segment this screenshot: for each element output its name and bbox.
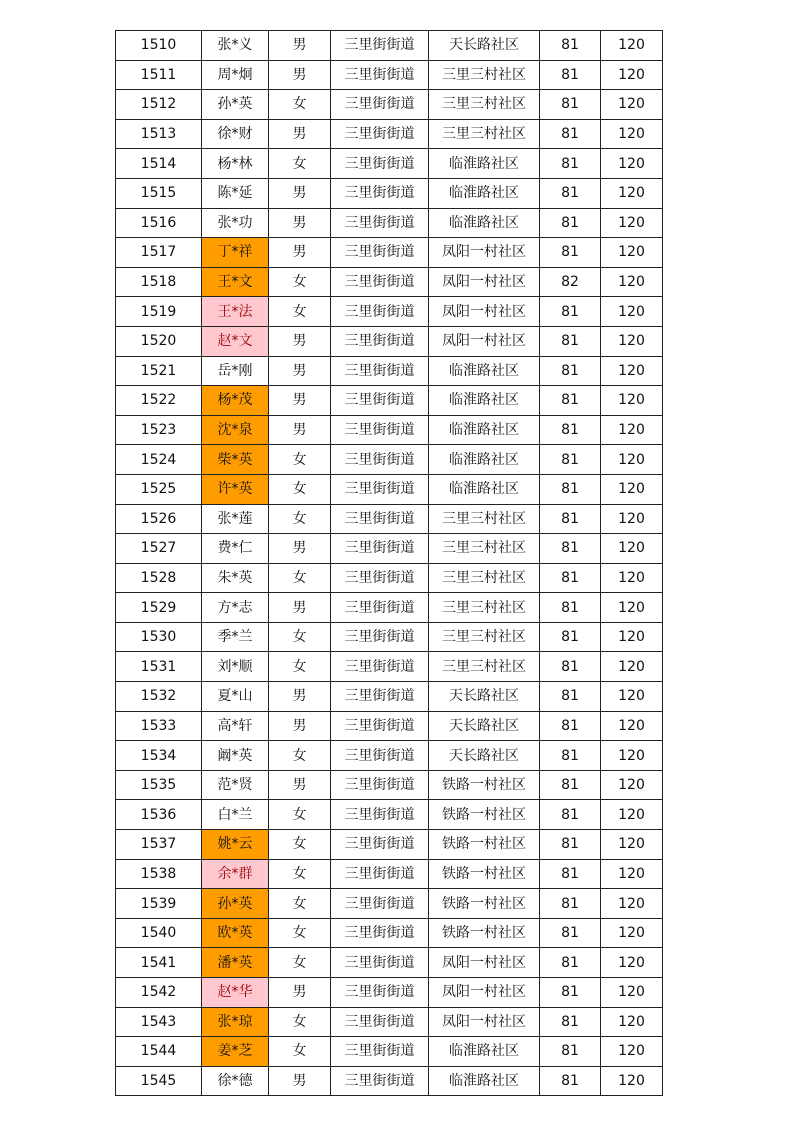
street-cell: 三里街街道 [331,593,429,623]
row-number-cell: 1513 [116,119,202,149]
street-cell: 三里街街道 [331,652,429,682]
row-number-cell: 1527 [116,534,202,564]
name-cell: 徐*财 [202,119,269,149]
community-cell: 三里三村社区 [429,119,540,149]
table-row [116,208,663,238]
community-cell: 凤阳一村社区 [429,267,540,297]
community-cell: 凤阳一村社区 [429,978,540,1008]
community-cell: 铁路一村社区 [429,859,540,889]
name-cell: 杨*茂 [202,386,269,416]
amount-cell: 120 [601,711,663,741]
age-cell: 81 [540,741,601,771]
amount-cell: 120 [601,386,663,416]
sex-cell: 女 [269,267,331,297]
table-row [116,178,663,208]
table-row [116,1066,663,1096]
row-number-cell: 1543 [116,1007,202,1037]
name-cell: 张*功 [202,208,269,238]
sex-cell: 女 [269,504,331,534]
amount-cell: 120 [601,593,663,623]
sex-cell: 男 [269,534,331,564]
community-cell: 临淮路社区 [429,356,540,386]
row-number-cell: 1518 [116,267,202,297]
street-cell: 三里街街道 [331,978,429,1008]
name-cell: 张*莲 [202,504,269,534]
street-cell: 三里街街道 [331,90,429,120]
row-number-cell: 1528 [116,563,202,593]
age-cell: 81 [540,978,601,1008]
name-cell: 方*志 [202,593,269,623]
row-number-cell: 1520 [116,326,202,356]
age-cell: 81 [540,297,601,327]
table-row [116,60,663,90]
sex-cell: 男 [269,208,331,238]
street-cell: 三里街街道 [331,622,429,652]
amount-cell: 120 [601,178,663,208]
row-number-cell: 1532 [116,682,202,712]
sex-cell: 女 [269,149,331,179]
amount-cell: 120 [601,1066,663,1096]
table-row [116,741,663,771]
table-row [116,1007,663,1037]
street-cell: 三里街街道 [331,238,429,268]
table-row [116,682,663,712]
table-row [116,534,663,564]
amount-cell: 120 [601,326,663,356]
community-cell: 临淮路社区 [429,474,540,504]
age-cell: 81 [540,711,601,741]
age-cell: 81 [540,326,601,356]
community-cell: 凤阳一村社区 [429,238,540,268]
sex-cell: 女 [269,652,331,682]
table-row [116,90,663,120]
community-cell: 三里三村社区 [429,652,540,682]
street-cell: 三里街街道 [331,770,429,800]
sex-cell: 女 [269,918,331,948]
sex-cell: 女 [269,741,331,771]
street-cell: 三里街街道 [331,445,429,475]
street-cell: 三里街街道 [331,534,429,564]
community-cell: 铁路一村社区 [429,889,540,919]
community-cell: 临淮路社区 [429,415,540,445]
community-cell: 三里三村社区 [429,593,540,623]
age-cell: 81 [540,593,601,623]
table-row [116,238,663,268]
sex-cell: 女 [269,563,331,593]
amount-cell: 120 [601,859,663,889]
row-number-cell: 1522 [116,386,202,416]
row-number-cell: 1516 [116,208,202,238]
street-cell: 三里街街道 [331,1037,429,1067]
age-cell: 81 [540,830,601,860]
sex-cell: 女 [269,445,331,475]
street-cell: 三里街街道 [331,948,429,978]
age-cell: 81 [540,356,601,386]
amount-cell: 120 [601,563,663,593]
community-cell: 临淮路社区 [429,208,540,238]
amount-cell: 120 [601,60,663,90]
amount-cell: 120 [601,1037,663,1067]
amount-cell: 120 [601,474,663,504]
table-body [116,31,663,1096]
community-cell: 三里三村社区 [429,534,540,564]
row-number-cell: 1512 [116,90,202,120]
street-cell: 三里街街道 [331,326,429,356]
name-cell: 阚*英 [202,741,269,771]
amount-cell: 120 [601,504,663,534]
name-cell: 柴*英 [202,445,269,475]
street-cell: 三里街街道 [331,1007,429,1037]
street-cell: 三里街街道 [331,178,429,208]
age-cell: 81 [540,889,601,919]
street-cell: 三里街街道 [331,297,429,327]
amount-cell: 120 [601,830,663,860]
row-number-cell: 1515 [116,178,202,208]
age-cell: 81 [540,178,601,208]
sex-cell: 女 [269,90,331,120]
community-cell: 三里三村社区 [429,563,540,593]
community-cell: 凤阳一村社区 [429,326,540,356]
age-cell: 81 [540,415,601,445]
sex-cell: 男 [269,770,331,800]
sex-cell: 男 [269,682,331,712]
name-cell: 陈*延 [202,178,269,208]
sex-cell: 男 [269,31,331,61]
community-cell: 临淮路社区 [429,445,540,475]
table-row [116,770,663,800]
street-cell: 三里街街道 [331,682,429,712]
street-cell: 三里街街道 [331,208,429,238]
amount-cell: 120 [601,889,663,919]
sex-cell: 女 [269,622,331,652]
age-cell: 81 [540,208,601,238]
age-cell: 81 [540,238,601,268]
amount-cell: 120 [601,149,663,179]
name-cell: 朱*英 [202,563,269,593]
sex-cell: 男 [269,978,331,1008]
age-cell: 81 [540,1037,601,1067]
row-number-cell: 1514 [116,149,202,179]
community-cell: 三里三村社区 [429,622,540,652]
table-row [116,504,663,534]
sex-cell: 女 [269,948,331,978]
name-cell: 季*兰 [202,622,269,652]
table-row [116,652,663,682]
amount-cell: 120 [601,238,663,268]
sex-cell: 女 [269,1007,331,1037]
community-cell: 天长路社区 [429,31,540,61]
table-row [116,415,663,445]
sex-cell: 女 [269,800,331,830]
age-cell: 82 [540,267,601,297]
row-number-cell: 1523 [116,415,202,445]
community-cell: 临淮路社区 [429,386,540,416]
amount-cell: 120 [601,622,663,652]
community-cell: 凤阳一村社区 [429,948,540,978]
row-number-cell: 1536 [116,800,202,830]
table-row [116,948,663,978]
name-cell: 张*琼 [202,1007,269,1037]
table-row [116,326,663,356]
sex-cell: 女 [269,859,331,889]
street-cell: 三里街街道 [331,1066,429,1096]
community-cell: 临淮路社区 [429,149,540,179]
street-cell: 三里街街道 [331,31,429,61]
name-cell: 许*英 [202,474,269,504]
name-cell: 王*法 [202,297,269,327]
amount-cell: 120 [601,1007,663,1037]
community-cell: 凤阳一村社区 [429,1007,540,1037]
amount-cell: 120 [601,119,663,149]
street-cell: 三里街街道 [331,356,429,386]
name-cell: 赵*文 [202,326,269,356]
street-cell: 三里街街道 [331,711,429,741]
age-cell: 81 [540,622,601,652]
name-cell: 孙*英 [202,90,269,120]
sex-cell: 女 [269,1037,331,1067]
name-cell: 张*义 [202,31,269,61]
row-number-cell: 1534 [116,741,202,771]
row-number-cell: 1535 [116,770,202,800]
name-cell: 夏*山 [202,682,269,712]
table-row [116,889,663,919]
street-cell: 三里街街道 [331,267,429,297]
name-cell: 刘*顺 [202,652,269,682]
amount-cell: 120 [601,90,663,120]
sex-cell: 男 [269,415,331,445]
age-cell: 81 [540,770,601,800]
name-cell: 赵*华 [202,978,269,1008]
name-cell: 姜*芝 [202,1037,269,1067]
sex-cell: 男 [269,356,331,386]
community-cell: 三里三村社区 [429,504,540,534]
table-row [116,119,663,149]
table-row [116,386,663,416]
amount-cell: 120 [601,208,663,238]
street-cell: 三里街街道 [331,386,429,416]
amount-cell: 120 [601,652,663,682]
sex-cell: 男 [269,178,331,208]
age-cell: 81 [540,948,601,978]
row-number-cell: 1542 [116,978,202,1008]
row-number-cell: 1545 [116,1066,202,1096]
age-cell: 81 [540,31,601,61]
row-number-cell: 1530 [116,622,202,652]
amount-cell: 120 [601,267,663,297]
row-number-cell: 1544 [116,1037,202,1067]
row-number-cell: 1517 [116,238,202,268]
table-row [116,563,663,593]
name-cell: 丁*祥 [202,238,269,268]
age-cell: 81 [540,149,601,179]
amount-cell: 120 [601,415,663,445]
table-row [116,445,663,475]
name-cell: 徐*德 [202,1066,269,1096]
sex-cell: 女 [269,297,331,327]
row-number-cell: 1537 [116,830,202,860]
age-cell: 81 [540,652,601,682]
street-cell: 三里街街道 [331,918,429,948]
street-cell: 三里街街道 [331,563,429,593]
table-row [116,622,663,652]
community-cell: 临淮路社区 [429,178,540,208]
amount-cell: 120 [601,297,663,327]
community-cell: 铁路一村社区 [429,770,540,800]
row-number-cell: 1539 [116,889,202,919]
name-cell: 潘*英 [202,948,269,978]
row-number-cell: 1538 [116,859,202,889]
table-row [116,859,663,889]
community-cell: 临淮路社区 [429,1066,540,1096]
row-number-cell: 1510 [116,31,202,61]
age-cell: 81 [540,474,601,504]
name-cell: 余*群 [202,859,269,889]
street-cell: 三里街街道 [331,859,429,889]
sex-cell: 男 [269,326,331,356]
sex-cell: 男 [269,386,331,416]
row-number-cell: 1541 [116,948,202,978]
community-cell: 铁路一村社区 [429,830,540,860]
sex-cell: 男 [269,60,331,90]
age-cell: 81 [540,563,601,593]
table-row [116,830,663,860]
community-cell: 天长路社区 [429,711,540,741]
sex-cell: 男 [269,119,331,149]
amount-cell: 120 [601,800,663,830]
table-row [116,918,663,948]
street-cell: 三里街街道 [331,889,429,919]
age-cell: 81 [540,534,601,564]
age-cell: 81 [540,386,601,416]
community-cell: 三里三村社区 [429,60,540,90]
street-cell: 三里街街道 [331,149,429,179]
row-number-cell: 1526 [116,504,202,534]
table-row [116,800,663,830]
name-cell: 范*贤 [202,770,269,800]
name-cell: 姚*云 [202,830,269,860]
name-cell: 孙*英 [202,889,269,919]
row-number-cell: 1533 [116,711,202,741]
name-cell: 沈*泉 [202,415,269,445]
community-cell: 天长路社区 [429,741,540,771]
amount-cell: 120 [601,31,663,61]
row-number-cell: 1525 [116,474,202,504]
table-row [116,978,663,1008]
age-cell: 81 [540,859,601,889]
street-cell: 三里街街道 [331,474,429,504]
sex-cell: 男 [269,1066,331,1096]
street-cell: 三里街街道 [331,119,429,149]
name-cell: 岳*刚 [202,356,269,386]
row-number-cell: 1531 [116,652,202,682]
street-cell: 三里街街道 [331,60,429,90]
street-cell: 三里街街道 [331,504,429,534]
sex-cell: 女 [269,474,331,504]
name-cell: 高*轩 [202,711,269,741]
amount-cell: 120 [601,682,663,712]
sex-cell: 女 [269,889,331,919]
sex-cell: 男 [269,238,331,268]
amount-cell: 120 [601,770,663,800]
name-cell: 周*炯 [202,60,269,90]
name-cell: 欧*英 [202,918,269,948]
community-cell: 天长路社区 [429,682,540,712]
table-row [116,711,663,741]
table-row [116,474,663,504]
row-number-cell: 1529 [116,593,202,623]
age-cell: 81 [540,119,601,149]
age-cell: 81 [540,445,601,475]
row-number-cell: 1519 [116,297,202,327]
age-cell: 81 [540,90,601,120]
table-row [116,149,663,179]
age-cell: 81 [540,800,601,830]
data-table [115,30,663,1096]
age-cell: 81 [540,60,601,90]
sex-cell: 女 [269,830,331,860]
name-cell: 白*兰 [202,800,269,830]
age-cell: 81 [540,504,601,534]
sex-cell: 男 [269,711,331,741]
community-cell: 凤阳一村社区 [429,297,540,327]
community-cell: 三里三村社区 [429,90,540,120]
row-number-cell: 1511 [116,60,202,90]
amount-cell: 120 [601,741,663,771]
sex-cell: 男 [269,593,331,623]
amount-cell: 120 [601,356,663,386]
street-cell: 三里街街道 [331,800,429,830]
table-row [116,31,663,61]
amount-cell: 120 [601,918,663,948]
community-cell: 临淮路社区 [429,1037,540,1067]
community-cell: 铁路一村社区 [429,800,540,830]
community-cell: 铁路一村社区 [429,918,540,948]
amount-cell: 120 [601,534,663,564]
amount-cell: 120 [601,948,663,978]
amount-cell: 120 [601,445,663,475]
age-cell: 81 [540,1066,601,1096]
age-cell: 81 [540,918,601,948]
row-number-cell: 1521 [116,356,202,386]
name-cell: 王*文 [202,267,269,297]
table-row [116,297,663,327]
street-cell: 三里街街道 [331,741,429,771]
row-number-cell: 1540 [116,918,202,948]
age-cell: 81 [540,682,601,712]
name-cell: 杨*林 [202,149,269,179]
table-row [116,356,663,386]
table-row [116,267,663,297]
amount-cell: 120 [601,978,663,1008]
table-row [116,593,663,623]
street-cell: 三里街街道 [331,830,429,860]
street-cell: 三里街街道 [331,415,429,445]
table-row [116,1037,663,1067]
age-cell: 81 [540,1007,601,1037]
row-number-cell: 1524 [116,445,202,475]
name-cell: 费*仁 [202,534,269,564]
